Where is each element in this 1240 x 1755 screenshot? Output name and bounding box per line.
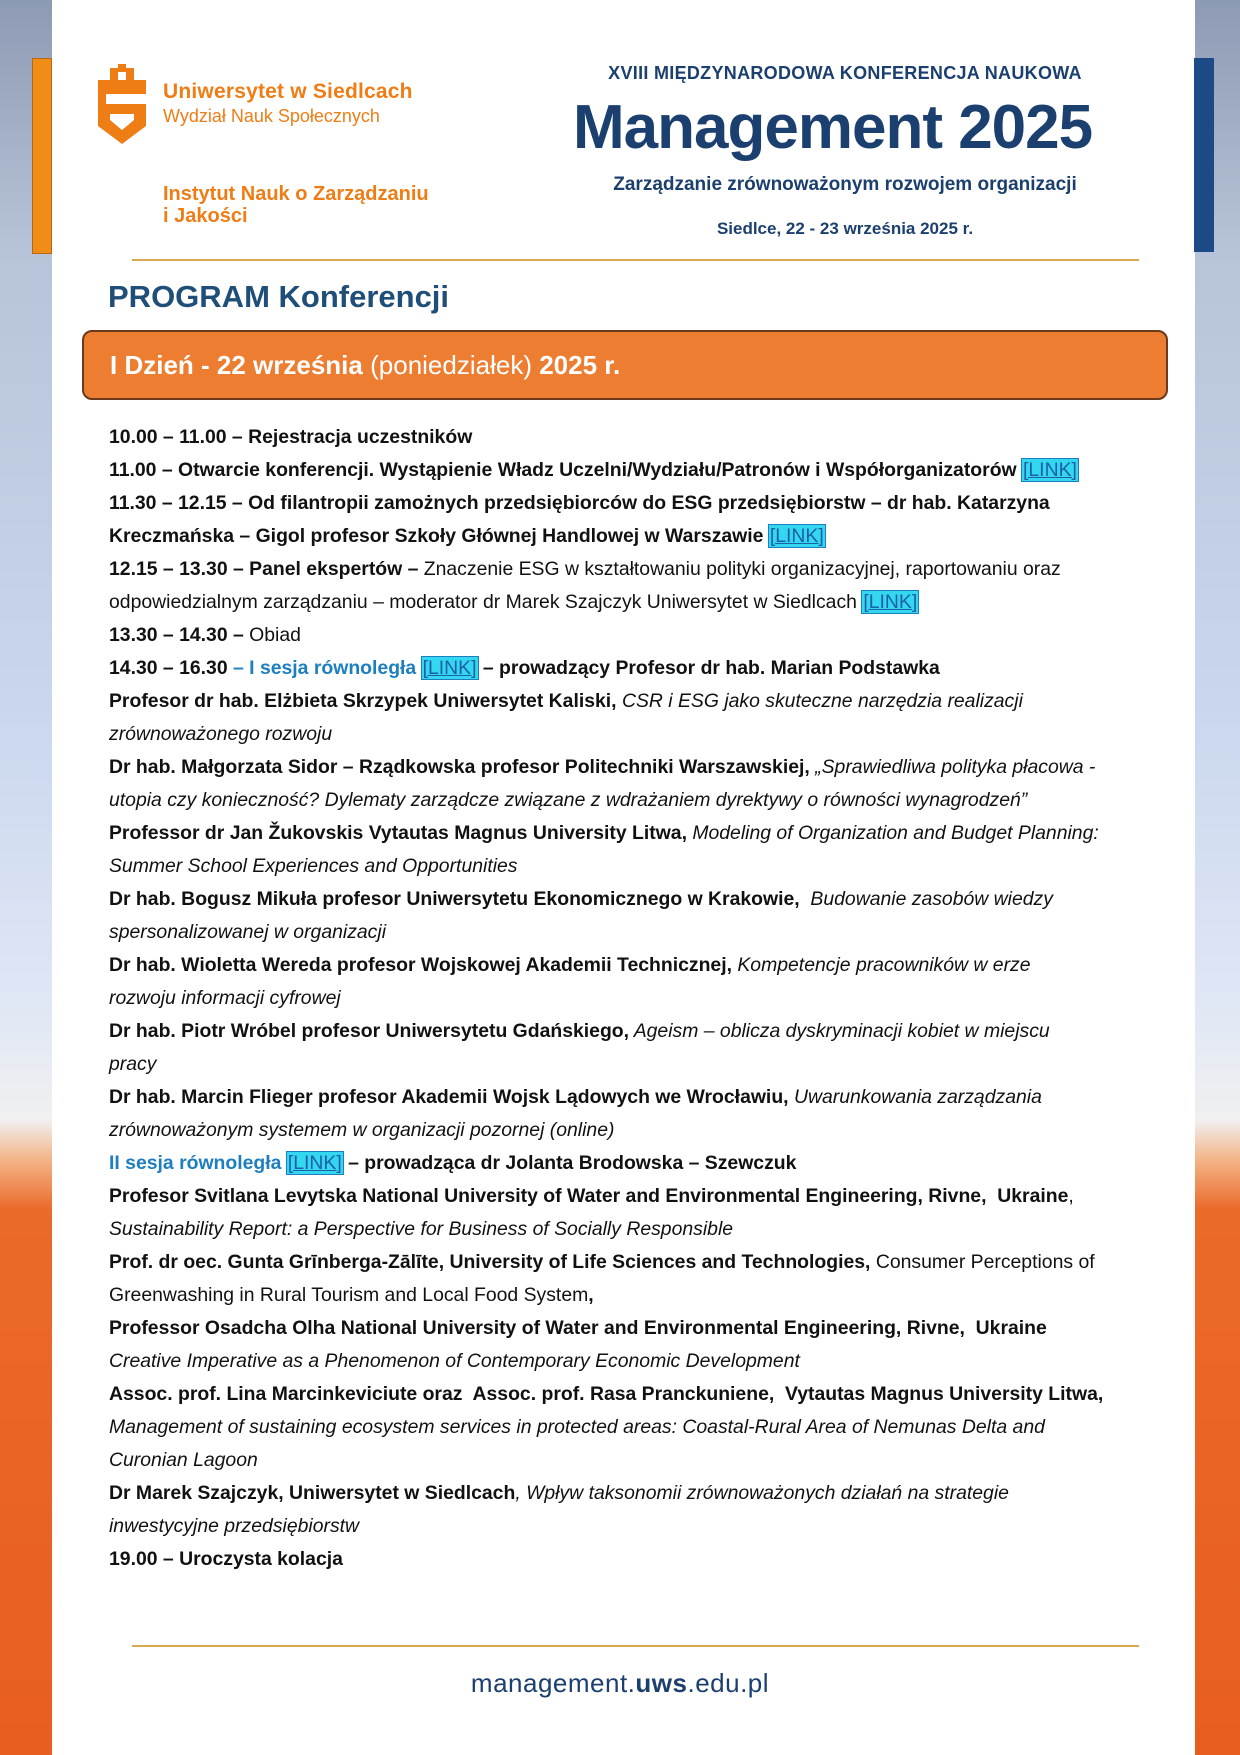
talk-title: , Wpływ taksonomii zrównoważonych działań na strategie xyxy=(515,1482,1009,1504)
right-accent-bar xyxy=(1194,58,1214,252)
speaker: Professor dr Jan Žukovskis Vytautas Magnus University Litwa, xyxy=(109,822,687,844)
speaker: Dr Marek Szajczyk, Uniwersytet w Siedlcach xyxy=(109,1482,516,1504)
talk-title: inwestycyjne przedsiębiorstw xyxy=(109,1515,360,1537)
program-line xyxy=(109,1246,1159,1279)
panel-link[interactable]: [LINK] xyxy=(863,591,918,613)
url-part: management. xyxy=(470,1668,636,1698)
program-line xyxy=(109,949,1159,982)
program-line xyxy=(109,553,1159,586)
day-weekday: (poniedziałek) xyxy=(370,350,532,380)
program-line xyxy=(109,1180,1159,1213)
program-line xyxy=(109,1048,1159,1081)
talk-title: Modeling of Organization and Budget Planning: xyxy=(686,822,1099,844)
program-line xyxy=(109,784,1159,817)
faculty-name: Wydział Nauk Społecznych xyxy=(163,106,380,126)
punctuation: , xyxy=(1068,1185,1074,1207)
program-line xyxy=(109,1378,1159,1411)
talk-title: Budowanie zasobów wiedzy xyxy=(799,888,1053,910)
item-text: odpowiedzialnym zarządzaniu – moderator dr Marek Szajczyk Uniwersytet w Siedlcach xyxy=(109,591,857,613)
institute-line-2: i Jakości xyxy=(163,205,248,227)
speaker: Dr hab. Małgorzata Sidor – Rządkowska profesor Politechniki Warszawskiej, xyxy=(109,756,810,778)
university-name: Uniwersytet w Siedlcach xyxy=(163,80,413,103)
program-line xyxy=(109,619,1159,652)
item-time: 10.00 – 11.00 – xyxy=(109,426,243,448)
conference-subtitle: Zarządzanie zrównoważonym rozwojem organizacji xyxy=(613,174,1077,195)
speaker: Dr hab. Piotr Wróbel profesor Uniwersytetu Gdańskiego, xyxy=(109,1020,630,1042)
speaker: Professor Osadcha Olha National University of Water and Environmental Engineering, Rivne, Ukraine xyxy=(109,1317,1047,1339)
item-text: 19.00 – Uroczysta kolacja xyxy=(109,1548,343,1570)
program-line xyxy=(109,817,1159,850)
program-line xyxy=(109,1444,1159,1477)
talk-title: Greenwashing in Rural Tourism and Local Food System xyxy=(109,1284,589,1306)
conference-date: Siedlce, 22 - 23 września 2025 r. xyxy=(716,219,974,238)
item-text: Rejestracja uczestników xyxy=(242,426,473,448)
day-banner xyxy=(82,330,1168,400)
talk-title: zrównoważonym systemem w organizacji pozornej (online) xyxy=(109,1119,615,1141)
program-line xyxy=(109,652,1159,685)
header-divider xyxy=(132,259,1139,261)
conference-series: XVIII MIĘDZYNARODOWA KONFERENCJA NAUKOWA xyxy=(608,63,1082,83)
punctuation: , xyxy=(588,1284,594,1306)
footer-url-link[interactable] xyxy=(0,1668,1240,1699)
program-line xyxy=(109,1147,1159,1180)
program-line xyxy=(109,1081,1159,1114)
item-time: 12.15 – 13.30 – Panel ekspertów – xyxy=(109,558,419,580)
item-time: 13.30 – 14.30 – xyxy=(109,624,244,646)
talk-title: Curonian Lagoon xyxy=(109,1449,258,1471)
program-line xyxy=(109,1411,1159,1444)
day-year: 2025 r. xyxy=(539,350,621,380)
program-line xyxy=(109,586,1159,619)
speaker: Prof. dr oec. Gunta Grīnberga-Zālīte, University of Life Sciences and Technologies, xyxy=(109,1251,871,1273)
talk-title: „Sprawiedliwa polityka płacowa - xyxy=(809,756,1096,778)
left-accent-bar xyxy=(32,58,52,254)
conference-title: Management 2025 xyxy=(573,93,1093,162)
program-line xyxy=(109,1015,1159,1048)
talk-title: CSR i ESG jako skuteczne narzędzia realizacji xyxy=(616,690,1023,712)
page-title: PROGRAM Konferencji xyxy=(108,279,450,314)
program-line xyxy=(109,883,1159,916)
program-line xyxy=(109,1345,1159,1378)
talk-title: Creative Imperative as a Phenomenon of Contemporary Economic Development xyxy=(109,1350,800,1372)
lecture-link[interactable]: [LINK] xyxy=(769,525,824,547)
item-text: – prowadzący Profesor dr hab. Marian Podstawka xyxy=(477,657,940,679)
item-text: Obiad xyxy=(243,624,301,646)
session-1-link[interactable]: [LINK] xyxy=(422,657,477,679)
talk-title: Sustainability Report: a Perspective for Business of Socially Responsible xyxy=(109,1218,734,1240)
program-line xyxy=(109,520,1159,553)
opening-link[interactable]: [LINK] xyxy=(1023,459,1077,481)
item-text: – prowadząca dr Jolanta Brodowska – Szewczuk xyxy=(342,1152,797,1174)
talk-title: Management of sustaining ecosystem services in protected areas: Coastal-Rural Area of Nemunas Delta and xyxy=(109,1416,1045,1438)
program-line xyxy=(109,1543,1159,1576)
session-2-label: II sesja równoległa xyxy=(109,1152,282,1174)
program-list xyxy=(109,421,1159,1576)
program-line xyxy=(109,1279,1159,1312)
institute-line-1: Instytut Nauk o Zarządzaniu xyxy=(163,183,429,205)
talk-title: zrównoważonego rozwoju xyxy=(109,723,333,745)
program-line xyxy=(109,1477,1159,1510)
program-line xyxy=(109,1114,1159,1147)
program-line xyxy=(109,982,1159,1015)
speaker: Dr hab. Wioletta Wereda profesor Wojskowej Akademii Technicznej, xyxy=(109,954,732,976)
program-line xyxy=(109,916,1159,949)
university-logo-icon xyxy=(92,64,152,148)
institute-name xyxy=(163,183,483,227)
talk-title: rozwoju informacji cyfrowej xyxy=(109,987,341,1009)
program-line xyxy=(109,421,1159,454)
talk-title: Consumer Perceptions of xyxy=(870,1251,1095,1273)
program-line xyxy=(109,1510,1159,1543)
item-text: 11.30 – 12.15 – Od filantropii zamożnych przedsiębiorców do ESG przedsiębiorstw – dr hab. Katarzyna xyxy=(109,492,1050,514)
talk-title: spersonalizowanej w organizacji xyxy=(109,921,386,943)
item-time: 14.30 – 16.30 xyxy=(109,657,233,679)
speaker: Dr hab. Bogusz Mikuła profesor Uniwersytetu Ekonomicznego w Krakowie, xyxy=(109,888,800,910)
url-part: uws xyxy=(635,1668,688,1698)
speaker: Profesor dr hab. Elżbieta Skrzypek Uniwersytet Kaliski, xyxy=(109,690,617,712)
speaker: Dr hab. Marcin Flieger profesor Akademii Wojsk Lądowych we Wrocławiu, xyxy=(109,1086,789,1108)
talk-title: utopia czy konieczność? Dylematy zarządcze związane z wdrażaniem dyrektywy o równości wynagrodzeń” xyxy=(109,789,1028,811)
program-line xyxy=(109,487,1159,520)
item-text: Kreczmańska – Gigol profesor Szkoły Głównej Handlowej w Warszawie xyxy=(109,525,764,547)
url-part: .edu.pl xyxy=(687,1668,770,1698)
item-text: Znaczenie ESG w kształtowaniu polityki organizacyjnej, raportowaniu oraz xyxy=(418,558,1061,580)
talk-title: Uwarunkowania zarządzania xyxy=(788,1086,1042,1108)
program-line xyxy=(109,1213,1159,1246)
talk-title: Ageism – oblicza dyskryminacji kobiet w miejscu xyxy=(629,1020,1050,1042)
day-prefix: I Dzień - 22 września xyxy=(110,350,363,380)
footer-divider xyxy=(132,1645,1139,1647)
speaker: Profesor Svitlana Levytska National University of Water and Environmental Engineering, Rivne, Ukraine xyxy=(109,1185,1069,1207)
session-2-link[interactable]: [LINK] xyxy=(287,1152,342,1174)
talk-title: Kompetencje pracowników w erze xyxy=(731,954,1031,976)
session-1-label: – I sesja równoległa xyxy=(233,657,417,679)
talk-title: pracy xyxy=(109,1053,157,1075)
program-line xyxy=(109,685,1159,718)
program-line xyxy=(109,718,1159,751)
talk-title: Summer School Experiences and Opportunities xyxy=(109,855,518,877)
program-line xyxy=(109,751,1159,784)
item-text: 11.00 – Otwarcie konferencji. Wystąpienie Władz Uczelni/Wydziału/Patronów i Współorganizatorów xyxy=(109,459,1017,481)
program-line xyxy=(109,850,1159,883)
program-line xyxy=(109,454,1159,487)
speaker: Assoc. prof. Lina Marcinkeviciute oraz Assoc. prof. Rasa Pranckuniene, Vytautas Magnus University Litwa, xyxy=(109,1383,1104,1405)
program-line xyxy=(109,1312,1159,1345)
